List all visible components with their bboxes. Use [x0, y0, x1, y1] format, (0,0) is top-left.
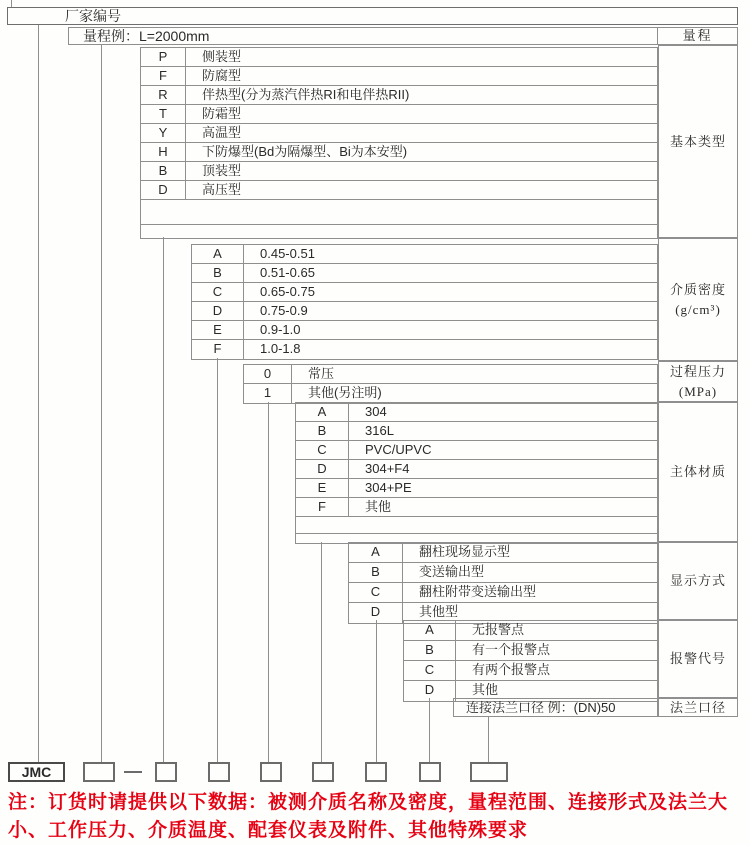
flange-size-row: 连接法兰口径 例：(DN)50: [453, 698, 658, 717]
empty-row: [141, 200, 657, 225]
code-box-flange: [470, 762, 508, 782]
code-cell: 0: [244, 365, 292, 383]
table-row: [141, 67, 657, 86]
connector-density: [217, 358, 218, 762]
table-row: [192, 340, 657, 359]
section-label-flange: [658, 698, 738, 717]
table-row: [349, 563, 657, 583]
table-row: [141, 181, 657, 200]
desc-cell: 伴热型(分为蒸汽伴热RI和电伴热RII): [202, 87, 410, 102]
table-row: [141, 162, 657, 181]
connector-alarm: [429, 698, 430, 762]
section-label-display: [658, 542, 738, 620]
table-row: [296, 422, 657, 441]
section-label-pressure: [658, 361, 738, 402]
code-box-display: [365, 762, 387, 782]
table-row: [141, 48, 657, 67]
dash-separator: [124, 771, 142, 773]
code-cell: A: [349, 543, 403, 562]
table-row: [141, 105, 657, 124]
code-cell: E: [192, 321, 244, 339]
desc-cell: 有一个报警点: [472, 642, 551, 657]
range-example-text: 量程例：L=2000mm: [83, 28, 210, 44]
desc-cell: 304+PE: [365, 480, 412, 495]
code-box-density: [208, 762, 230, 782]
code-cell: F: [141, 67, 186, 85]
connector-flange: [488, 717, 489, 762]
table-row: [192, 245, 657, 264]
desc-cell: 有两个报警点: [472, 662, 551, 677]
connector-material: [321, 542, 322, 762]
label-unit: (g/cm³): [675, 301, 721, 317]
code-cell: B: [192, 264, 244, 282]
code-cell: Y: [141, 124, 186, 142]
table-row: [349, 583, 657, 603]
label-text: 基本类型: [669, 133, 726, 149]
alarm-code-table: [403, 620, 658, 702]
desc-cell: 0.45-0.51: [260, 246, 315, 261]
desc-cell: 0.51-0.65: [260, 265, 315, 280]
desc-cell: 其他: [472, 682, 499, 697]
code-cell: B: [296, 422, 349, 440]
table-row: [192, 283, 657, 302]
connector-basic: [163, 237, 164, 762]
ordering-note: 注：订货时请提供以下数据：被测介质名称及密度，量程范围、连接形式及法兰大小、工作压力、介质温度、配套仪表及附件、其他特殊要求: [8, 792, 729, 841]
connector-pressure: [268, 402, 269, 762]
desc-cell: 高压型: [202, 182, 242, 197]
range-row: [68, 27, 738, 45]
table-row: [404, 621, 657, 641]
material-table: [295, 402, 658, 544]
desc-cell: 变送输出型: [419, 564, 485, 579]
section-label-basic: [658, 45, 738, 238]
code-cell: D: [404, 681, 456, 701]
code-cell: F: [296, 498, 349, 516]
maker-number-box: [7, 7, 738, 25]
code-cell: R: [141, 86, 186, 104]
desc-cell: 防霜型: [202, 106, 242, 121]
display-mode-table: [348, 542, 658, 624]
basic-type-table: [140, 47, 658, 239]
label-text: 报警代号: [669, 651, 726, 666]
code-cell: D: [192, 302, 244, 320]
table-row: [296, 498, 657, 517]
table-row: [192, 264, 657, 283]
desc-cell: 1.0-1.8: [260, 341, 301, 356]
section-label-density: [658, 238, 738, 361]
table-row: [192, 302, 657, 321]
code-cell: F: [192, 340, 244, 359]
desc-cell: 下防爆型(Bd为隔爆型、Bi为本安型): [202, 144, 408, 159]
table-row: [244, 365, 657, 384]
label-unit: (MPa): [678, 383, 718, 399]
code-cell: H: [141, 143, 186, 161]
table-row: [349, 543, 657, 563]
table-row: [404, 661, 657, 681]
code-cell: C: [404, 661, 456, 680]
density-table: [191, 244, 658, 360]
desc-cell: 0.9-1.0: [260, 322, 301, 337]
code-cell: P: [141, 48, 186, 66]
code-cell: A: [296, 403, 349, 421]
desc-cell: 顶装型: [202, 163, 242, 178]
table-row: [141, 86, 657, 105]
desc-cell: 0.65-0.75: [260, 284, 315, 299]
desc-cell: 其他型: [419, 604, 459, 619]
desc-cell: 304+F4: [365, 461, 410, 476]
code-cell: D: [349, 603, 403, 623]
code-cell: A: [404, 621, 456, 640]
label-text: 显示方式: [669, 573, 726, 588]
desc-cell: 无报警点: [472, 622, 525, 637]
code-cell: B: [349, 563, 403, 582]
code-box-basic: [155, 762, 177, 782]
code-cell: B: [141, 162, 186, 180]
desc-cell: PVC/UPVC: [365, 442, 432, 457]
desc-cell: 翻柱现场显示型: [419, 544, 511, 559]
table-row: [296, 460, 657, 479]
table-row: [192, 321, 657, 340]
code-box-material: [312, 762, 334, 782]
label-text: 法兰口径: [669, 699, 726, 715]
section-label-alarm: [658, 620, 738, 698]
range-label: 量程: [657, 28, 737, 44]
code-cell: T: [141, 105, 186, 123]
code-cell: E: [296, 479, 349, 497]
connector-maker: [38, 25, 39, 762]
code-cell: 1: [244, 384, 292, 403]
code-cell: C: [349, 583, 403, 602]
code-cell: D: [141, 181, 186, 199]
model-prefix-box: JMC: [8, 762, 65, 782]
table-row: [296, 403, 657, 422]
desc-cell: 高温型: [202, 125, 242, 140]
connector-range: [101, 45, 102, 762]
desc-cell: 翻柱附带变送输出型: [419, 584, 537, 599]
table-row: [404, 641, 657, 661]
maker-number-label: 厂家编号: [65, 8, 121, 24]
desc-cell: 0.75-0.9: [260, 303, 308, 318]
label-text: 主体材质: [669, 464, 726, 479]
table-row: [296, 441, 657, 460]
section-label-material: [658, 402, 738, 542]
code-cell: A: [192, 245, 244, 263]
code-box-pressure: [260, 762, 282, 782]
table-row: [141, 124, 657, 143]
desc-cell: 防腐型: [202, 68, 242, 83]
pressure-table: [243, 364, 658, 404]
desc-cell: 其他(另注明): [308, 385, 382, 400]
empty-row: [141, 225, 657, 238]
table-row: [244, 384, 657, 403]
code-cell: C: [296, 441, 349, 459]
desc-cell: 304: [365, 404, 387, 419]
code-box-alarm: [419, 762, 441, 782]
label-text: 过程压力: [669, 363, 726, 379]
code-cell: C: [192, 283, 244, 301]
desc-cell: 316L: [365, 423, 394, 438]
desc-cell: 其他: [365, 499, 392, 514]
table-row: [141, 143, 657, 162]
connector-display: [376, 620, 377, 762]
label-text: 介质密度: [669, 281, 726, 297]
table-row: [296, 479, 657, 498]
code-cell: B: [404, 641, 456, 660]
desc-cell: 常压: [308, 366, 335, 381]
desc-cell: 侧装型: [202, 49, 242, 64]
code-box-range: [83, 762, 115, 782]
empty-row: [296, 517, 657, 534]
code-cell: D: [296, 460, 349, 478]
